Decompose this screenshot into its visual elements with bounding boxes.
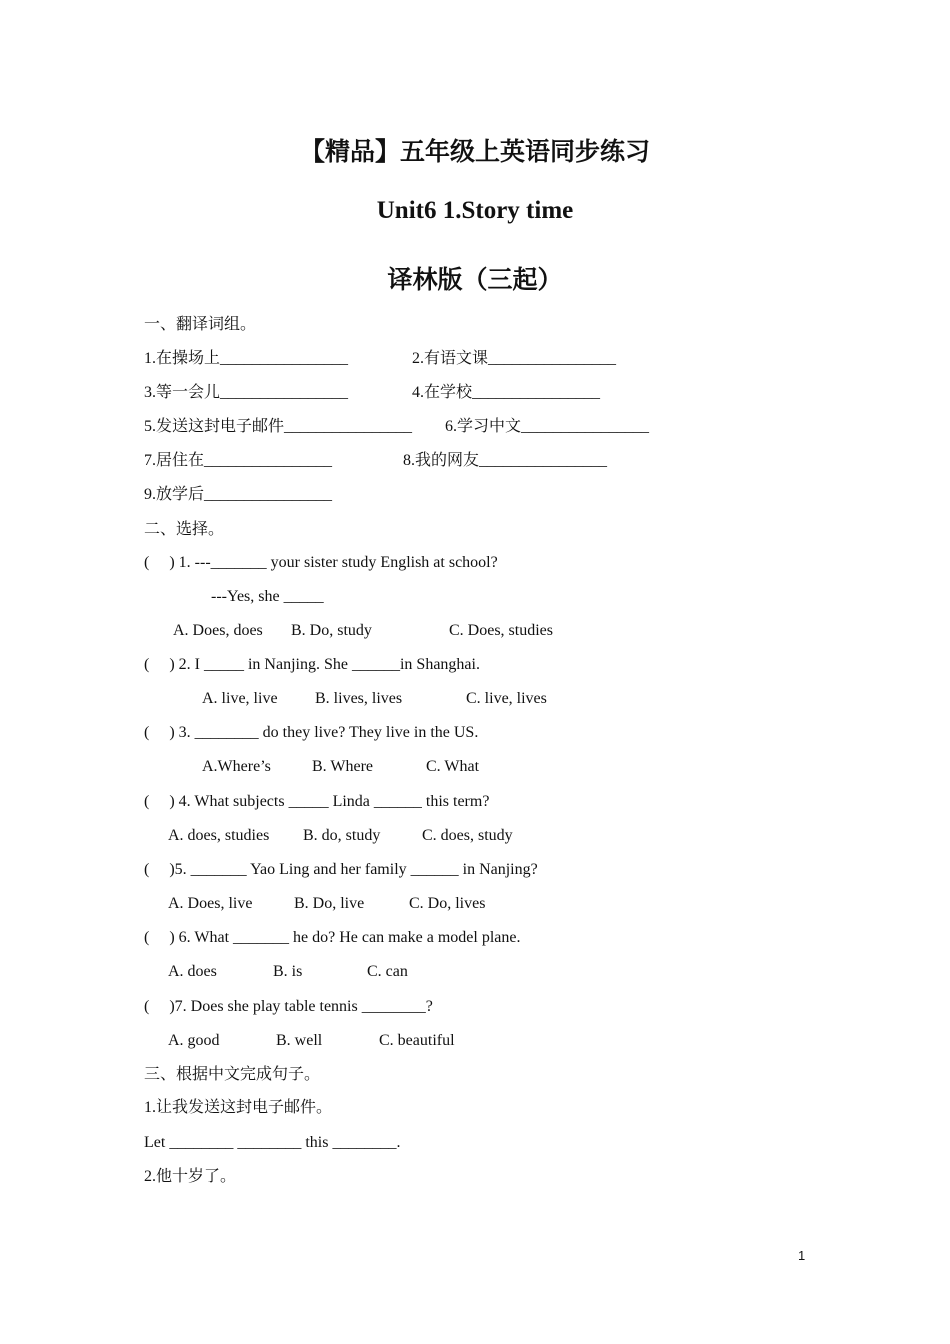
- sentence-line: 1.让我发送这封电子邮件。: [144, 1099, 333, 1116]
- option: A. Does, live: [168, 895, 253, 912]
- section2-heading: 二、选择。: [144, 521, 225, 538]
- question-stem: ( ) 1. ---_______ your sister study English at school?: [144, 554, 498, 571]
- question-stem: ( ) 3. ________ do they live? They live in the US.: [144, 724, 479, 741]
- document-title: 【精品】五年级上英语同步练习: [299, 139, 650, 166]
- option: A. live, live: [202, 690, 278, 707]
- sentence-line: 2.他十岁了。: [144, 1168, 237, 1185]
- phrase-item: 7.居住在________________: [144, 452, 333, 469]
- phrase-item: 4.在学校________________: [412, 384, 601, 401]
- unit-title: Unit6 1.Story time: [376, 197, 574, 224]
- option: C. What: [426, 758, 480, 775]
- question-stem: ( ) 6. What _______ he do? He can make a model plane.: [144, 929, 521, 946]
- question-stem: ( ) 4. What subjects _____ Linda ______ this term?: [144, 793, 490, 810]
- phrase-item: 9.放学后________________: [144, 486, 333, 503]
- option: A.Where’s: [202, 758, 271, 775]
- option: B. well: [276, 1032, 323, 1049]
- phrase-item: 8.我的网友________________: [403, 452, 608, 469]
- question-stem: ( ) 2. I _____ in Nanjing. She ______in Shanghai.: [144, 656, 480, 673]
- phrase-item: 6.学习中文________________: [445, 418, 650, 435]
- option: A. does: [168, 963, 217, 980]
- page-number: 1: [798, 1248, 806, 1263]
- option: A. good: [168, 1032, 220, 1049]
- section1-heading: 一、翻译词组。: [144, 316, 257, 333]
- option: B. do, study: [303, 827, 381, 844]
- option: C. can: [367, 963, 408, 980]
- option: A. does, studies: [168, 827, 270, 844]
- phrase-item: 3.等一会儿________________: [144, 384, 349, 401]
- question-stem: ( )5. _______ Yao Ling and her family ______ in Nanjing?: [144, 861, 538, 878]
- option: B. lives, lives: [315, 690, 403, 707]
- edition-title: 译林版（三起）: [387, 267, 563, 294]
- option: B. Do, live: [294, 895, 365, 912]
- section3-heading: 三、根据中文完成句子。: [144, 1066, 321, 1083]
- option: B. Where: [312, 758, 374, 775]
- option: B. is: [273, 963, 303, 980]
- phrase-item: 2.有语文课________________: [412, 350, 617, 367]
- question-stem-answer: ---Yes, she _____: [211, 588, 324, 605]
- phrase-item: 5.发送这封电子邮件________________: [144, 418, 413, 435]
- option: B. Do, study: [291, 622, 372, 639]
- option: A. Does, does: [173, 622, 263, 639]
- option: C. live, lives: [466, 690, 547, 707]
- option: C. does, study: [422, 827, 513, 844]
- question-stem: ( )7. Does she play table tennis ________?: [144, 998, 433, 1015]
- sentence-line: Let ________ ________ this ________.: [144, 1134, 401, 1151]
- option: C. Do, lives: [409, 895, 486, 912]
- option: C. beautiful: [379, 1032, 455, 1049]
- option: C. Does, studies: [449, 622, 553, 639]
- phrase-item: 1.在操场上________________: [144, 350, 349, 367]
